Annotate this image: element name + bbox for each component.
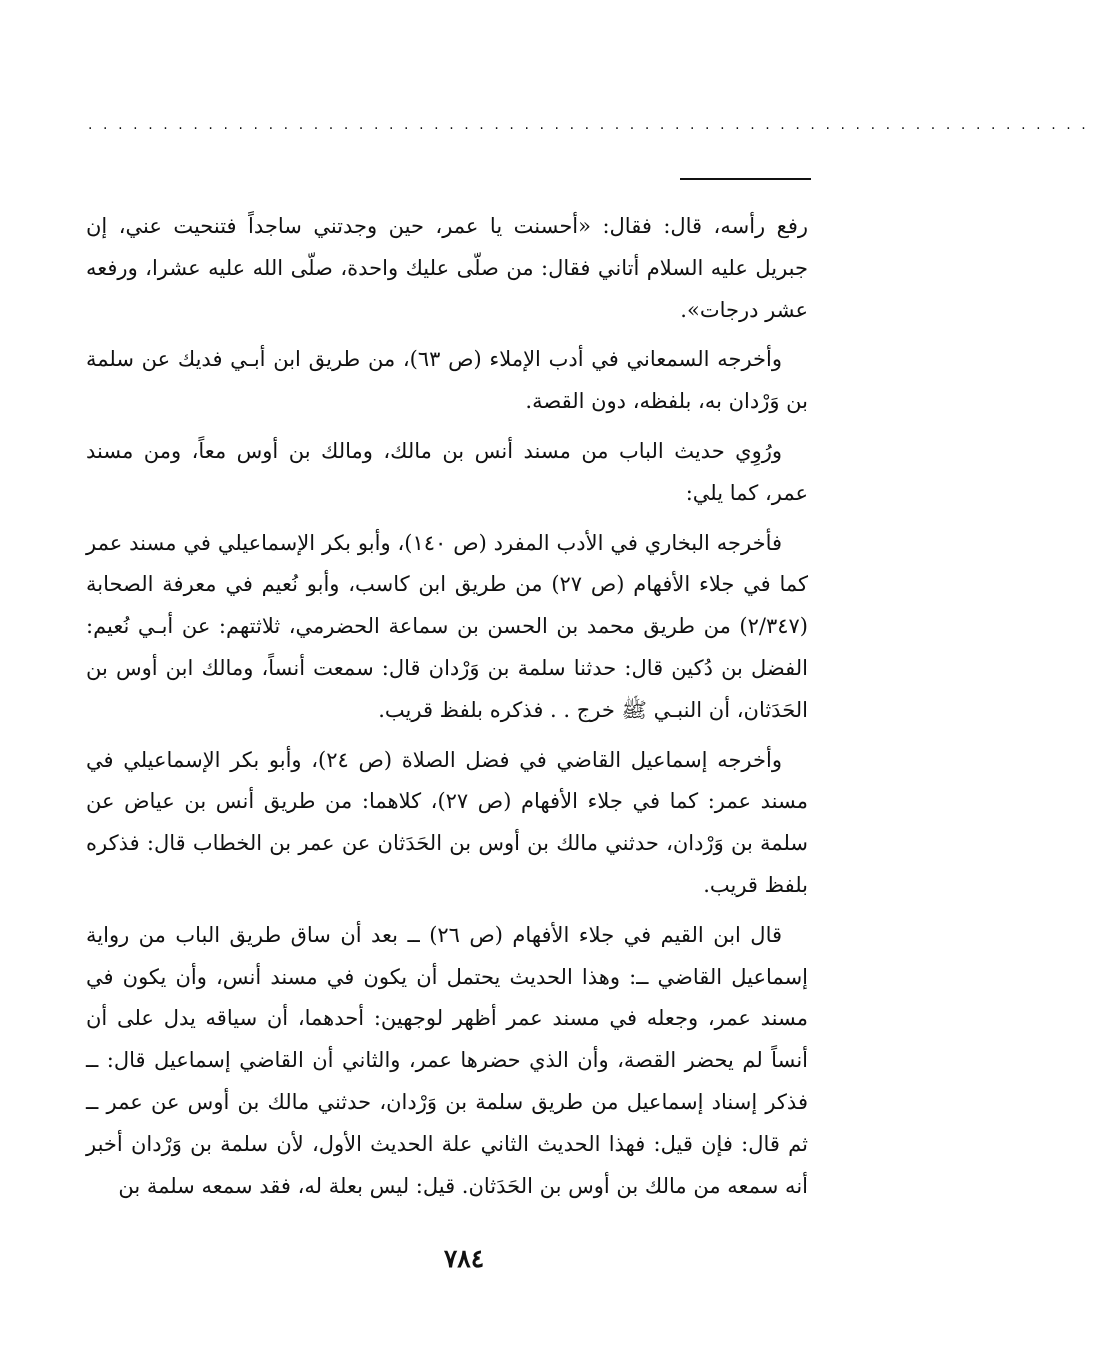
footnote-rule [680,178,811,180]
page-number: ٧٨٤ [443,1244,485,1273]
paragraph-2: وأخرجه السمعاني في أدب الإملاء (ص ٦٣)، من طريق ابن أبـي فديك عن سلمة بن وَرْدان به، بلفظه، دون القصة. [86,347,808,414]
paragraph-4: فأخرجه البخاري في الأدب المفرد (ص ١٤٠)، وأبو بكر الإسماعيلي في مسند عمر كما في جلاء الأفهام (ص ٢٧) من طريق ابن كاسب، وأبو نُعيم في معرفة الصحابة (٢/٣٤٧) من طريق محمد بن الحسن بن سماعة الحضرمي، ثلاثتهم: عن أبـي نُعيم: الفضل بن دُكين قال: حدثنا سلمة بن وَرْدان قال: سمعت أنساً، ومالك ابن أوس بن الحَدَثان، أن النبـي ﷺ خرج . . فذكره بلفظ قريب. [86,530,808,722]
paragraph-6: قال ابن القيم في جلاء الأفهام (ص ٢٦) ــ بعد أن ساق طريق الباب من رواية إسماعيل القاضي ــ: وهذا الحديث يحتمل أن يكون في مسند أنس، وأن يكون في مسند عمر، وجعله في مسند عمر أظهر لوجهين: أحدهما، أن سياقه يدل على أن أنساً لم يحضر القصة، وأن الذي حضرها عمر، والثاني أن القاضي إسماعيل قال: ــ فذكر إسناد إسماعيل من طريق سلمة بن وَرْدان، حدثني مالك بن أوس عن عمر ــ ثم قال: فإن قيل: فهذا الحديث الثاني علة الحديث الأول، لأن سلمة بن وَرْدان أخبر أنه سمعه من مالك بن أوس بن الحَدَثان. قيل: ليس بعلة له، فقد سمعه سلمة بن [86,922,808,1198]
paragraph-3: ورُوِي حديث الباب من مسند أنس بن مالك، ومالك بن أوس معاً، ومن مسند عمر، كما يلي: [86,438,808,505]
separator-dots: ................................................................... [88,117,1096,133]
paragraph-1: رفع رأسه، قال: فقال: «أحسنت يا عمر، حين وجدتني ساجداً فتنحيت عني، إن جبريل عليه السلام أتاني فقال: من صلّى عليك واحدة، صلّى الله عليه عشرا، ورفعه عشر درجات». [86,214,808,322]
page-body [86,206,808,1215]
paragraph-5: وأخرجه إسماعيل القاضي في فضل الصلاة (ص ٢٤)، وأبو بكر الإسماعيلي في مسند عمر: كما في جلاء الأفهام (ص ٢٧)، كلاهما: من طريق أنس بن عياض عن سلمة بن وَرْدان، حدثني مالك بن أوس بن الحَدَثان عن عمر بن الخطاب قال: فذكره بلفظ قريب. [86,747,808,897]
